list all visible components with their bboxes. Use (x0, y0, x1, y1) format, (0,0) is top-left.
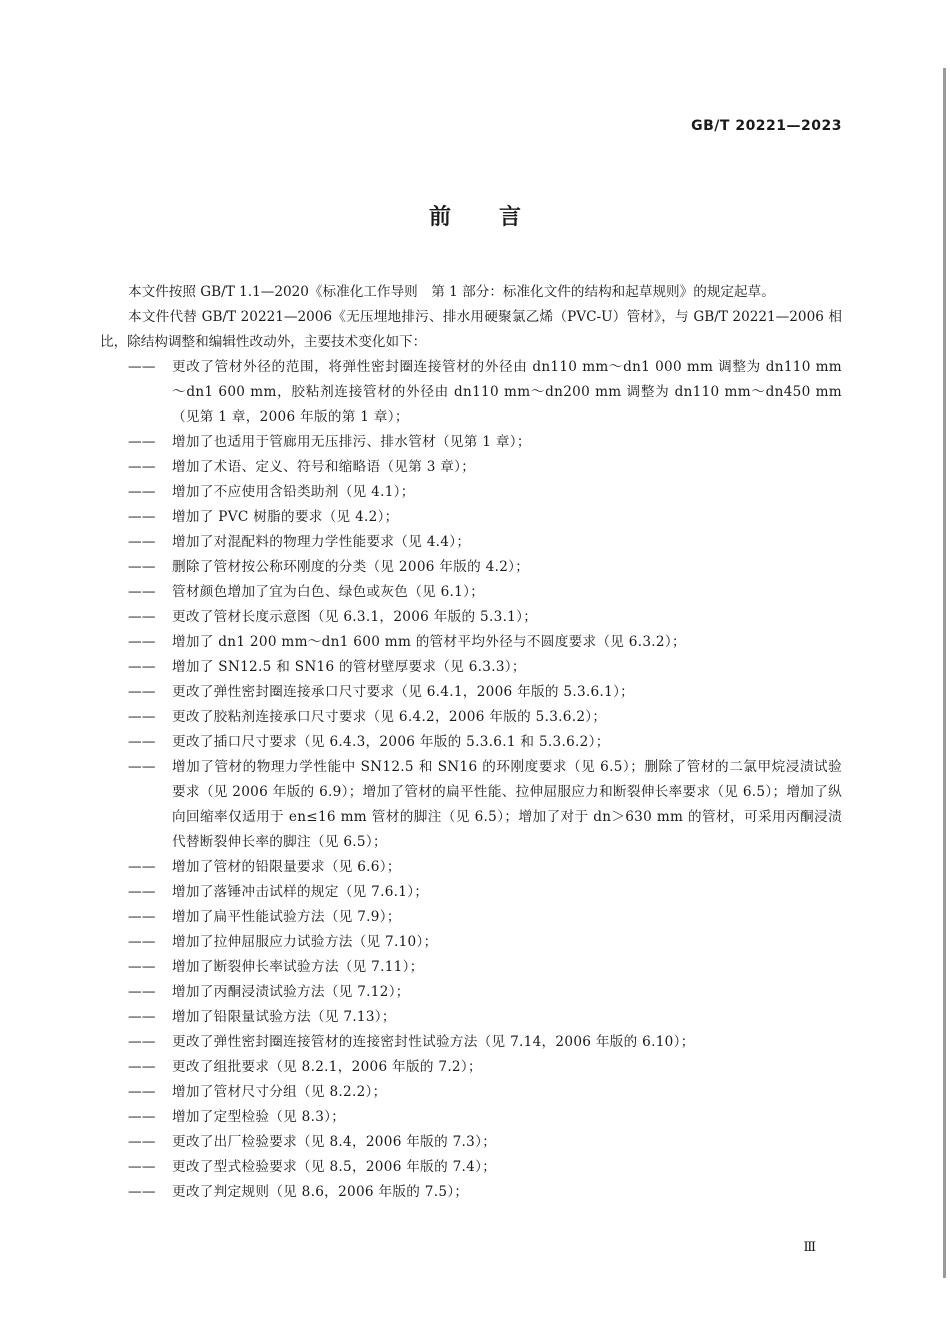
list-item: —— 更改了型式检验要求（见 8.5，2006 年版的 7.4）； (100, 1155, 842, 1180)
page-edge-line (943, 68, 946, 1278)
page-number: Ⅲ (803, 1240, 816, 1255)
page-title: 前言 (428, 205, 569, 230)
list-item: —— 更改了弹性密封圈连接管材的连接密封性试验方法（见 7.14，2006 年版的 6.10）； (100, 1030, 842, 1055)
list-item: —— 增加了铅限量试验方法（见 7.13）； (100, 1005, 842, 1030)
list-item: —— 增加了管材尺寸分组（见 8.2.2）； (100, 1080, 842, 1105)
document-body (100, 280, 842, 1205)
list-item: —— 更改了出厂检验要求（见 8.4，2006 年版的 7.3）； (100, 1130, 842, 1155)
list-item: —— 增加了 dn1 200 mm～dn1 600 mm 的管材平均外径与不圆度要求（见 6.3.2）； (100, 630, 842, 655)
list-item: —— 增加了丙酮浸渍试验方法（见 7.12）； (100, 980, 842, 1005)
list-item: —— 增加了 SN12.5 和 SN16 的管材壁厚要求（见 6.3.3）； (100, 655, 842, 680)
list-item: —— 增加了对混配料的物理力学性能要求（见 4.4）； (100, 530, 842, 555)
list-item: —— 管材颜色增加了宜为白色、绿色或灰色（见 6.1）； (100, 580, 842, 605)
list-item: —— 删除了管材按公称环刚度的分类（见 2006 年版的 4.2）； (100, 555, 842, 580)
list-item: —— 增加了也适用于管廊用无压排污、排水管材（见第 1 章）； (100, 430, 842, 455)
intro-paragraph-2: 本文件代替 GB/T 20221—2006《无压埋地排污、排水用硬聚氯乙烯（PVC-U）管材》，与 GB/T 20221—2006 相比，除结构调整和编辑性改动外，主要技术变化如下： (100, 309, 842, 350)
list-item: —— 更改了管材长度示意图（见 6.3.1，2006 年版的 5.3.1）； (100, 605, 842, 630)
list-item: —— 增加了术语、定义、符号和缩略语（见第 3 章）； (100, 455, 842, 480)
list-item: —— 增加了管材的铅限量要求（见 6.6）； (100, 855, 842, 880)
list-item: —— 更改了管材外径的范围，将弹性密封圈连接管材的外径由 dn110 mm～dn1 000 mm 调整为 dn110 mm～dn1 600 mm，胶粘剂连接管材的外径由 dn110 mm～dn200 mm 调整为 dn110 mm～dn450 mm（见第 1 章，2006 年版的第 1 章）； (100, 355, 842, 430)
list-item: —— 增加了 PVC 树脂的要求（见 4.2）； (100, 505, 842, 530)
standard-code: GB/T 20221—2023 (691, 118, 842, 134)
list-item: —— 更改了判定规则（见 8.6，2006 年版的 7.5）； (100, 1180, 842, 1205)
list-item: —— 更改了插口尺寸要求（见 6.4.3，2006 年版的 5.3.6.1 和 5.3.6.2）； (100, 730, 842, 755)
list-item: —— 更改了胶粘剂连接承口尺寸要求（见 6.4.2，2006 年版的 5.3.6.2）； (100, 705, 842, 730)
list-item: —— 增加了扁平性能试验方法（见 7.9）； (100, 905, 842, 930)
intro-paragraph-1: 本文件按照 GB/T 1.1—2020《标准化工作导则 第 1 部分：标准化文件的结构和起草规则》的规定起草。 (128, 284, 775, 300)
list-item: —— 增加了拉伸屈服应力试验方法（见 7.10）； (100, 930, 842, 955)
list-item: —— 更改了弹性密封圈连接承口尺寸要求（见 6.4.1，2006 年版的 5.3.6.1）； (100, 680, 842, 705)
list-item: —— 增加了管材的物理力学性能中 SN12.5 和 SN16 的环刚度要求（见 6.5）；删除了管材的二氯甲烷浸渍试验要求（见 2006 年版的 6.9）；增加了管材的扁平性能、拉伸屈服应力和断裂伸长率要求（见 6.5）；增加了纵向回缩率仅适用于 en≤16 mm 管材的脚注（见 6.5）；增加了对于 dn＞630 mm 的管材，可采用丙酮浸渍代替断裂伸长率的脚注（见 6.5）； (100, 755, 842, 855)
list-item: —— 增加了定型检验（见 8.3）； (100, 1105, 842, 1130)
list-item: —— 增加了断裂伸长率试验方法（见 7.11）； (100, 955, 842, 980)
list-item: —— 更改了组批要求（见 8.2.1，2006 年版的 7.2）； (100, 1055, 842, 1080)
list-item: —— 增加了不应使用含铅类助剂（见 4.1）； (100, 480, 842, 505)
list-item: —— 增加了落锤冲击试样的规定（见 7.6.1）； (100, 880, 842, 905)
